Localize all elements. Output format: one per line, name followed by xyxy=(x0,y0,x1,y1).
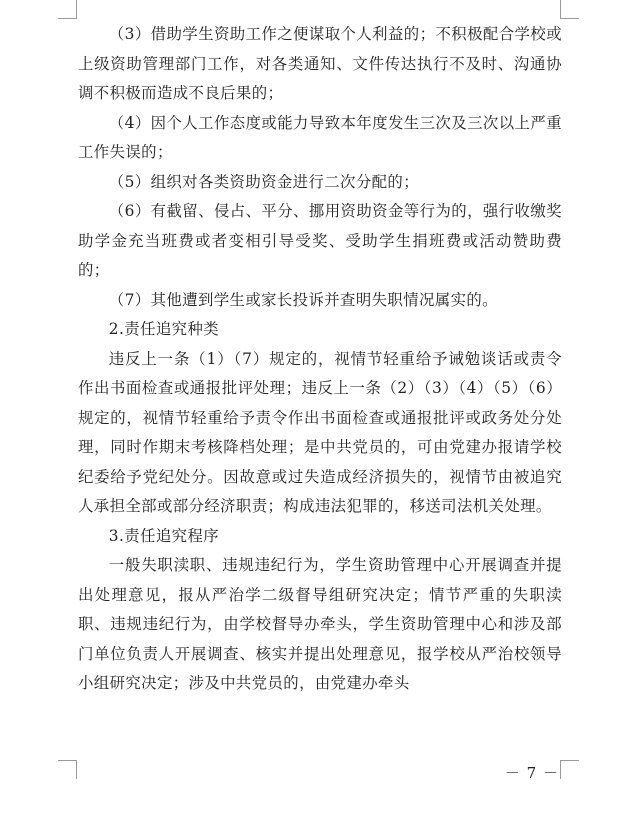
page-number: － 7 － xyxy=(504,764,559,782)
crop-mark-bottom-left-v xyxy=(76,760,77,779)
crop-mark-top-left-v xyxy=(76,0,77,19)
paragraph-item-7: （7）其他遭到学生或家长投诉并查明失职情况属实的。 xyxy=(108,290,498,309)
paragraph-liability-types: 违反上一条（1）（7）规定的，视情节轻重给予诫勉谈话或责令作出书面检查或通报批评处理；违反上一条（2）（3）（4）（5）（6）规定的，视情节轻重给予责令作出书面检查或通报批评或政务处分处理，同时作期末考核降档处理；是中共党员的，可由党建办报请学校纪委给予党纪处分。因故意或过失造成经济损失的，视情节由被追究人承担全部或部分经济职责；构成违法犯罪的，移送司法机关处理。 xyxy=(78,349,562,515)
paragraph-liability-procedure: 一般失职渎职、违规违纪行为，学生资助管理中心开展调查并提出处理意见，报从严治学二级督导组研究决定；情节严重的失职渎职、违规违纪行为，由学校督导办牵头，学生资助管理中心和涉及部门单位负责人开展调查、核实并提出处理意见，报学校从严治校领导小组研究决定；涉及中共党员的，由党建办牵头 xyxy=(78,556,562,692)
crop-mark-top-left-h xyxy=(58,18,77,19)
paragraph-item-4: （4）因个人工作态度或能力导致本年度发生三次及三次以上严重工作失误的； xyxy=(78,113,562,161)
document-body xyxy=(78,20,562,699)
crop-mark-bottom-left-h xyxy=(58,760,77,761)
crop-mark-top-right-v xyxy=(560,0,561,19)
section-heading-liability-types: 2.责任追究种类 xyxy=(108,320,220,338)
paragraph-item-6: （6）有截留、侵占、平分、挪用资助资金等行为的，强行收缴奖助学金充当班费或者变相引导受奖、受助学生捐班费或活动赞助费的； xyxy=(78,202,562,279)
crop-mark-bottom-right-v xyxy=(560,760,561,779)
section-heading-liability-procedure: 3.责任追究程序 xyxy=(108,526,220,545)
crop-mark-top-right-h xyxy=(560,18,579,19)
crop-mark-bottom-right-h xyxy=(560,760,579,761)
paragraph-item-3: （3）借助学生资助工作之便谋取个人利益的；不积极配合学校或上级资助管理部门工作，对各类通知、文件传达执行不及时、沟通协调不积极而造成不良后果的； xyxy=(78,25,562,102)
paragraph-item-5: （5）组织对各类资助资金进行二次分配的； xyxy=(108,172,420,191)
